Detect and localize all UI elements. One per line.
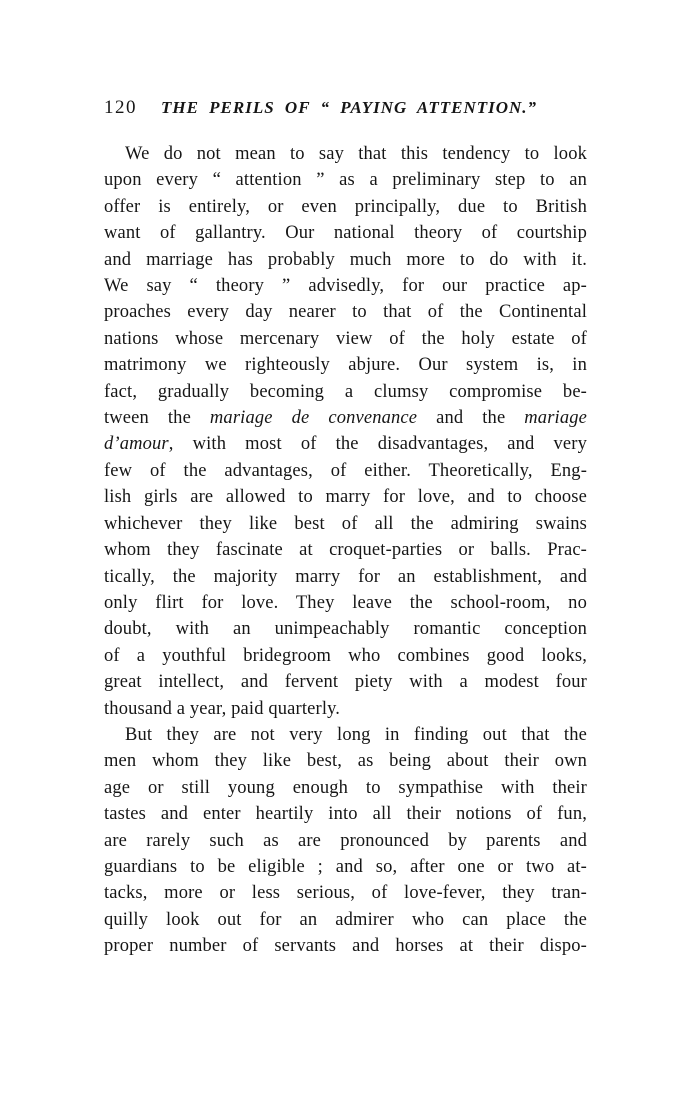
italic-text-segment: mariage de convenance: [209, 408, 418, 429]
text-line: [104, 326, 587, 352]
text-segment: proaches every day nearer to that of the Continental: [104, 302, 587, 323]
text-line: [104, 854, 587, 880]
text-line: [104, 431, 587, 457]
paragraph: [104, 722, 587, 960]
text-segment: tacks, more or less serious, of love-fever, they tran-: [104, 883, 587, 904]
text-line: [104, 194, 587, 220]
page-header: [104, 97, 587, 119]
text-line: [104, 669, 587, 695]
page-number: 120: [104, 97, 137, 118]
text-line: [104, 352, 587, 378]
italic-text-segment: d’amour: [104, 434, 169, 455]
text-line: [104, 379, 587, 405]
text-segment: whichever they like best of all the admiring swains: [104, 513, 587, 534]
text-line: [104, 696, 587, 722]
text-segment: We say “ theory ” advisedly, for our practice ap-: [104, 276, 587, 297]
text-line: [104, 247, 587, 273]
page-content: [104, 97, 587, 960]
text-segment: and the: [417, 408, 525, 429]
text-segment: only flirt for love. They leave the school-room, no: [104, 592, 587, 613]
text-segment: proper number of servants and horses at their dispo-: [104, 936, 587, 957]
text-line: [104, 458, 587, 484]
text-segment: age or still young enough to sympathise with their: [104, 777, 587, 798]
text-segment: and marriage has probably much more to do with it.: [104, 249, 587, 270]
text-segment: quilly look out for an admirer who can place the: [104, 909, 587, 930]
text-segment: doubt, with an unimpeachably romantic conception: [104, 619, 587, 640]
text-line: [104, 801, 587, 827]
text-segment: are rarely such as are pronounced by parents and: [104, 830, 587, 851]
text-line: [104, 933, 587, 959]
text-line: [104, 141, 587, 167]
text-segment: upon every “ attention ” as a preliminary step to an: [104, 170, 587, 191]
text-segment: tically, the majority marry for an establishment, and: [104, 566, 587, 587]
text-segment: tastes and enter heartily into all their notions of fun,: [104, 804, 587, 825]
text-line: [104, 907, 587, 933]
text-line: [104, 220, 587, 246]
text-line: [104, 273, 587, 299]
text-segment: great intellect, and fervent piety with a modest four: [104, 672, 587, 693]
text-segment: , with most of the disadvantages, and very: [168, 434, 587, 455]
text-segment: men whom they like best, as being about their own: [104, 751, 587, 772]
text-segment: offer is entirely, or even principally, due to British: [104, 196, 587, 217]
text-segment: fact, gradually becoming a clumsy compromise be-: [104, 381, 587, 402]
text-line: [104, 167, 587, 193]
text-segment: But they are not very long in finding out that the: [125, 724, 587, 745]
text-segment: thousand a year, paid quarterly.: [104, 698, 341, 719]
text-segment: lish girls are allowed to marry for love, and to choose: [104, 487, 587, 508]
text-line: [104, 537, 587, 563]
text-line: [104, 590, 587, 616]
text-line: [104, 748, 587, 774]
text-line: [104, 405, 587, 431]
text-body: [104, 141, 587, 960]
text-line: [104, 616, 587, 642]
paragraph: [104, 141, 587, 722]
text-line: [104, 484, 587, 510]
text-segment: few of the advantages, of either. Theoretically, Eng-: [104, 460, 587, 481]
text-line: [104, 880, 587, 906]
italic-text-segment: mariage: [524, 408, 588, 429]
text-line: [104, 643, 587, 669]
text-line: [104, 828, 587, 854]
text-segment: nations whose mercenary view of the holy estate of: [104, 328, 587, 349]
text-segment: We do not mean to say that this tendency to look: [125, 144, 587, 164]
text-line: [104, 299, 587, 325]
text-segment: whom they fascinate at croquet-parties or balls. Prac-: [104, 540, 587, 561]
running-head: THE PERILS OF “ PAYING ATTENTION.”: [160, 98, 538, 117]
text-segment: want of gallantry. Our national theory of courtship: [104, 223, 587, 244]
text-segment: of a youthful bridegroom who combines good looks,: [104, 645, 587, 666]
text-line: [104, 775, 587, 801]
text-segment: guardians to be eligible ; and so, after one or two at-: [104, 856, 587, 877]
text-line: [104, 511, 587, 537]
text-line: [104, 722, 587, 748]
text-line: [104, 564, 587, 590]
text-segment: matrimony we righteously abjure. Our system is, in: [104, 355, 587, 376]
text-segment: tween the: [104, 408, 210, 429]
